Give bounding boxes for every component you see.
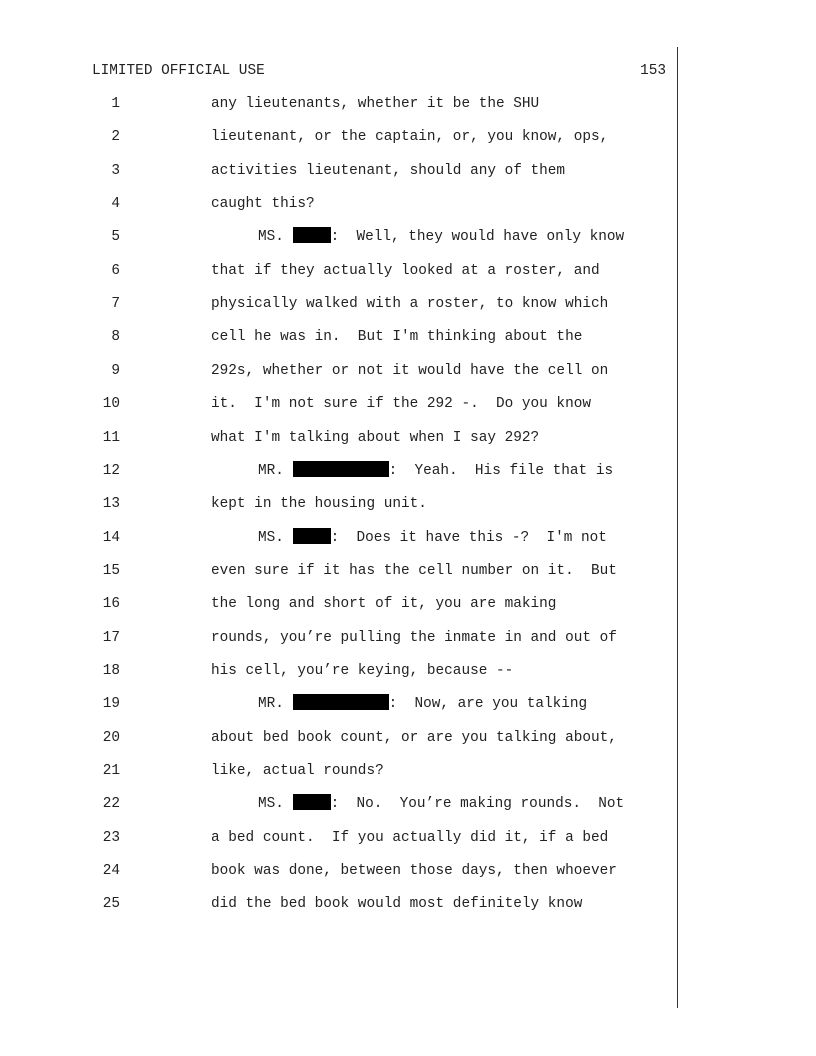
transcript-line <box>0 794 677 814</box>
transcript-line <box>0 161 677 181</box>
redaction-block <box>293 794 331 810</box>
line-number: 8 <box>111 329 120 346</box>
page-number: 153 <box>640 63 666 79</box>
transcript-line <box>0 327 677 347</box>
speaker-title: MS. <box>258 529 284 546</box>
transcript-line <box>0 728 677 748</box>
line-text: activities lieutenant, should any of them <box>211 162 566 179</box>
line-number: 10 <box>102 396 120 413</box>
transcript-line <box>0 561 677 581</box>
line-number: 12 <box>102 462 120 479</box>
line-text: cell he was in. But I'm thinking about the <box>211 329 583 346</box>
line-text: about bed book count, or are you talking about, <box>211 729 617 746</box>
transcript-line <box>0 394 677 414</box>
line-number: 15 <box>102 562 120 579</box>
transcript-line <box>0 594 677 614</box>
transcript-line <box>0 661 677 681</box>
line-text: did the bed book would most definitely know <box>211 896 583 913</box>
line-number: 7 <box>111 296 120 313</box>
line-number: 9 <box>111 362 120 379</box>
speaker-statement: : Yeah. His file that is <box>388 462 614 479</box>
transcript-line <box>0 227 677 247</box>
line-text <box>258 694 587 714</box>
line-text <box>258 794 624 814</box>
transcript-line <box>0 861 677 881</box>
line-text: the long and short of it, you are making <box>211 596 557 613</box>
line-number: 14 <box>102 529 120 546</box>
line-text <box>258 227 624 247</box>
line-number: 24 <box>102 863 120 880</box>
line-text <box>258 528 607 548</box>
line-text: like, actual rounds? <box>211 763 384 779</box>
line-number: 2 <box>111 129 120 146</box>
line-number: 21 <box>102 763 120 779</box>
line-number: 16 <box>102 596 120 613</box>
redaction-block <box>293 227 331 243</box>
line-number: 13 <box>102 496 120 513</box>
line-number: 4 <box>111 196 120 213</box>
speaker-title: MS. <box>258 229 284 246</box>
transcript-line <box>0 127 677 147</box>
transcript-line <box>0 494 677 514</box>
transcript-line <box>0 461 677 481</box>
line-number: 20 <box>102 729 120 746</box>
transcript-line <box>0 361 677 381</box>
line-text: kept in the housing unit. <box>211 496 427 513</box>
transcript-line <box>0 194 677 214</box>
line-text: physically walked with a roster, to know which <box>211 296 609 313</box>
transcript-line <box>0 294 677 314</box>
right-margin-rule <box>677 47 678 1008</box>
line-text <box>258 461 613 481</box>
transcript-line <box>0 528 677 548</box>
page-header <box>92 62 666 80</box>
line-text: his cell, you’re keying, because -- <box>211 662 514 679</box>
line-text: 292s, whether or not it would have the cell on <box>211 362 609 379</box>
line-number: 11 <box>102 429 120 446</box>
line-text: caught this? <box>211 196 315 213</box>
line-text: what I'm talking about when I say 292? <box>211 429 540 446</box>
line-number: 6 <box>111 262 120 279</box>
speaker-statement: : Does it have this -? I'm not <box>330 529 607 546</box>
transcript-line <box>0 694 677 714</box>
line-text: a bed count. If you actually did it, if a bed <box>211 829 609 846</box>
line-text: even sure if it has the cell number on it. But <box>211 562 617 579</box>
speaker-statement: : Now, are you talking <box>388 696 588 713</box>
line-text: lieutenant, or the captain, or, you know, ops, <box>211 129 609 146</box>
line-number: 23 <box>102 829 120 846</box>
line-text: rounds, you’re pulling the inmate in and out of <box>211 629 617 646</box>
transcript-line <box>0 828 677 848</box>
transcript-line <box>0 428 677 448</box>
line-number: 1 <box>111 96 120 112</box>
line-text: it. I'm not sure if the 292 -. Do you know <box>211 396 591 413</box>
transcript-line <box>0 761 677 781</box>
speaker-statement: : No. You’re making rounds. Not <box>330 796 625 813</box>
redaction-block <box>293 461 389 477</box>
line-text: any lieutenants, whether it be the SHU <box>211 96 540 112</box>
transcript-line <box>0 894 677 914</box>
line-number: 3 <box>111 162 120 179</box>
transcript-line <box>0 261 677 281</box>
speaker-title: MR. <box>258 696 284 713</box>
speaker-title: MS. <box>258 796 284 813</box>
line-text: book was done, between those days, then whoever <box>211 863 617 880</box>
line-text: that if they actually looked at a roster, and <box>211 262 600 279</box>
line-number: 17 <box>102 629 120 646</box>
speaker-title: MR. <box>258 462 284 479</box>
line-number: 25 <box>102 896 120 913</box>
redaction-block <box>293 694 389 710</box>
line-number: 19 <box>102 696 120 713</box>
line-number: 18 <box>102 662 120 679</box>
line-number: 5 <box>111 229 120 246</box>
header-title: LIMITED OFFICIAL USE <box>92 63 265 79</box>
speaker-statement: : Well, they would have only know <box>330 229 625 246</box>
transcript-line <box>0 628 677 648</box>
line-number: 22 <box>102 796 120 813</box>
transcript-line <box>0 94 677 114</box>
redaction-block <box>293 528 331 544</box>
